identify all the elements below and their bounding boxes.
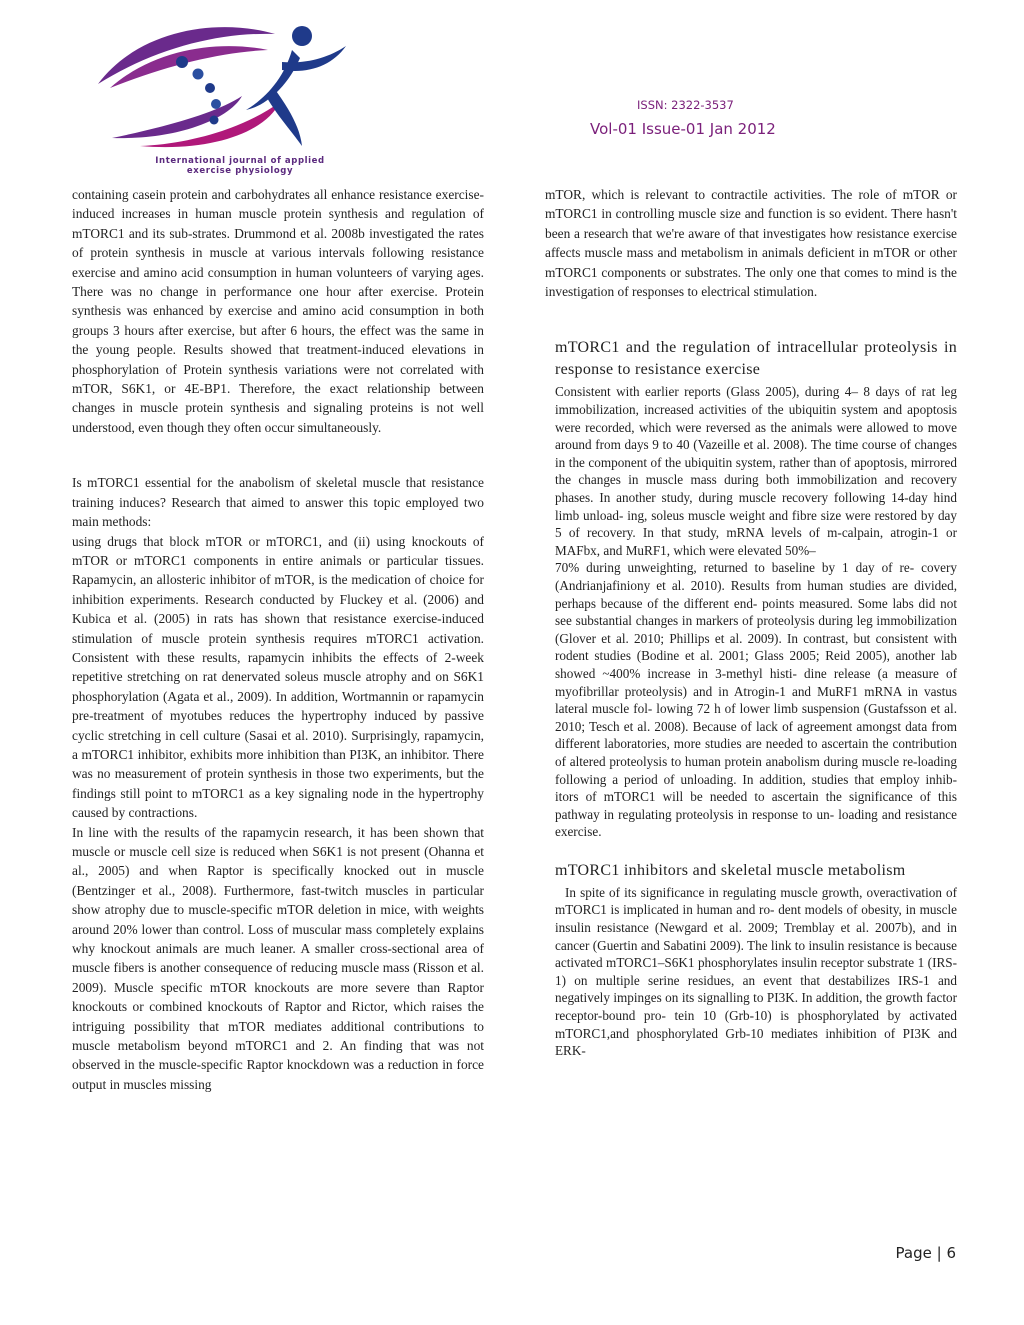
left-column <box>72 185 484 1094</box>
left-paragraph-1: containing casein protein and carbohydrates all enhance resistance exercise-induced increases in human muscle protein synthesis and regulation of mTORC1 and its sub-strates. Drummond et al. 2008b investigated the rates of protein synthesis in muscle at various intervals following resistance exercise and amino acid consumption in human volunteers of varying ages. There was no change in performance one hour after exercise. Protein synthesis was enhanced by exercise and amino acid consumption in both groups 3 hours after exercise, but after 6 hours, the effect was the same in the young people. Results showed that treatment-induced elevations in phosphorylation of Protein synthesis variations were not correlated with mTOR, S6K1, or 4E-BP1. Therefore, the exact relationship between changes in muscle protein synthesis and signaling proteins is not well understood, even though they often occur simultaneously. <box>72 187 484 435</box>
logo-text-line1: International journal of applied <box>155 156 325 166</box>
logo-text-line2: exercise physiology <box>186 166 294 176</box>
section-heading-inhibitors: mTORC1 inhibitors and skeletal muscle metabolism <box>555 861 906 879</box>
right-paragraph-1: mTOR, which is relevant to contractile activities. The role of mTOR or mTORC1 in controlling muscle size and function is so evident. There hasn't been a research that we're aware of that investigates how resistance exercise affects muscle mass and metabolism in animals deficient in mTOR or other mTORC1 components or substrates. The only one that comes to mind is the investigation of responses to electrical stimulation. <box>545 187 957 300</box>
right-column <box>545 185 957 1060</box>
journal-logo <box>70 18 370 176</box>
right-paragraph-4: In spite of its significance in regulating muscle growth, overactivation of mTORC1 is implicated in human and ro- dent models of obesity, in muscle insulin resistance (Newgard et al. 2009; Tremblay et al. 2007b), and in cancer (Guertin and Sabatini 2009). The link to insulin resistance is because activated mTORC1–S6K1 phosphorylates insulin receptor substrate 1 (IRS-1) on multiple serine residues, an event that destabilizes IRS-1 and negatively impinges on its signalling to PI3K. In addition, the growth factor receptor-bound pro- tein 10 (Grb-10) is phosphorylated by activated mTORC1,and phosphorylated Grb-10 mediates inhibition of PI3K and ERK- <box>555 884 957 1059</box>
page-number: Page | 6 <box>895 1244 956 1262</box>
volume-label: Vol-01 Issue-01 Jan 2012 <box>590 120 776 138</box>
right-paragraph-2: Consistent with earlier reports (Glass 2005), during 4– 8 days of rat leg immobilization, increased activities of the ubiquitin system and apoptosis were recorded, which were reversed as the animals were allowed to move around from days 9 to 40 (Vazeille et al. 2008). The time course of changes in the component of the ubiquitin system, rather than of apoptosis, mirrored the changes in muscle mass during both immobilization and recovery phases. In another study, during muscle recovery following 14-day hind limb unload- ing, soleus muscle weight and fibre size were restored by day 5 of recovery. In that study, mRNA levels of m-calpain, atrogin-1 or MAFbx, and MuRF1, which were elevated 50%– <box>555 384 957 558</box>
issn-label: ISSN: 2322-3537 <box>637 98 734 112</box>
left-paragraph-3: using drugs that block mTOR or mTORC1, and (ii) using knockouts of mTOR or mTORC1 components in entire animals or particular tissues. Rapamycin, an allosteric inhibitor of mTOR, is the medication of choice for inhibition experiments. Research conducted by Fluckey et al. (2006) and Kubica et al. (2005) in rats has shown that resistance exercise-induced stimulation of muscle protein synthesis requires mTORC1 activation. Consistent with these results, rapamycin inhibits the effects of 2-week repetitive stretching on rat denervated soleus muscle atrophy and on S6K1 phosphorylation (Agata et al., 2009). In addition, Wortmannin or rapamycin pre-treatment of myotubes reduces the hypertrophy induced by passive cyclic stretching in cell culture (Sasai et al. 2010). Surprisingly, rapamycin, a mTORC1 inhibitor, exhibits more inhibition than PI3K, an inhibitor. There was no measurement of protein synthesis in those two experiments, but the findings still point to mTORC1 as a key signaling node in the hypertrophy caused by contractions. <box>72 533 484 821</box>
left-paragraph-4: In line with the results of the rapamycin research, it has been shown that muscle or muscle cell size is reduced when S6K1 is not present (Ohanna et al., 2005) and when Raptor is specifically knocked out in muscle (Bentzinger et al., 2008). Furthermore, fast-twitch muscles in particular show atrophy due to muscle-specific mTOR deletion in mice, with weights around 20% lower than control. Loss of muscular mass completely explains why knockout animals are much leaner. A smaller cross-sectional area of muscle fibers is another consequence of reducing muscle mass (Risson et al. 2009). Muscle specific mTOR knockouts are more severe than Raptor knockouts or combined knockouts of Raptor and Rictor, which raises the intriguing possibility that mTOR mediates additional contributions to muscle metabolism beyond mTORC1 and 2. An finding that was not observed in the muscle-specific Raptor knockdown was a reduction in force output in muscles missing <box>72 824 484 1092</box>
left-paragraph-2: Is mTORC1 essential for the anabolism of skeletal muscle that resistance training induces? Research that aimed to answer this topic employed two main methods: <box>72 475 484 530</box>
right-paragraph-3: 70% during unweighting, returned to baseline by 1 day of re- covery (Andrianjafiniony et al. 2010). Results from human studies are divided, perhaps because of the different end- points measured. Some labs did not see substantial changes in markers of proteolysis during leg immobilization (Glover et al. 2010; Phillips et al. 2009). In contrast, but consistent with rodent studies (Bodine et al. 2001; Glass 2005; Reid 2005), another lab showed ~400% increase in 3-methyl histi- dine release (a measure of myofibrillar proteolysis) and in Atrogin-1 and MuRF1 mRNA in vastus lateral muscle fol- lowing 72 h of lower limb suspension (Gustafsson et al. 2010; Tesch et al. 2008). Because of lack of agreement amongst data from different laboratories, more studies are needed to ascertain the contribution of altered proteolysis to human protein anabolism during muscle re-loading following a period of unloading. In addition, studies that employ inhib- itors of mTORC1 will be needed to ascertain the significance of this pathway in regulating proteolysis in response to un- loading and resistance exercise. <box>555 560 957 840</box>
runner-logo-icon <box>70 18 370 158</box>
section-heading-proteolysis: mTORC1 and the regulation of intracellular proteolysis in response to resistance exercise <box>555 339 957 379</box>
